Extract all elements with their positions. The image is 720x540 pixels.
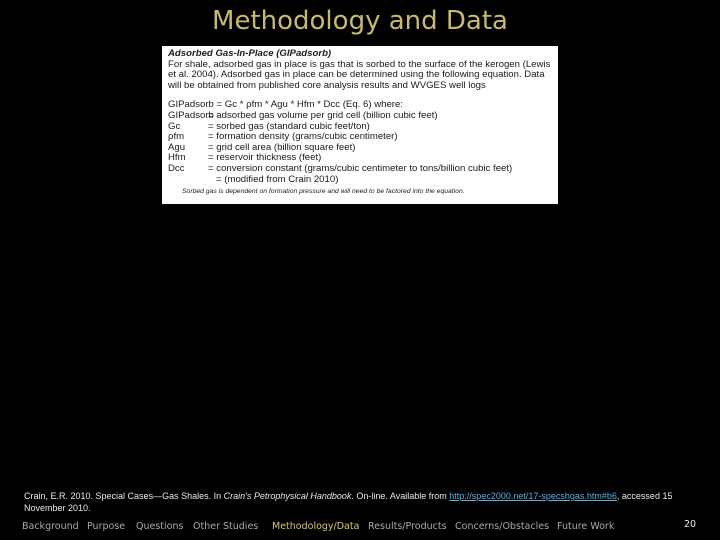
variable-symbol: Dcc [168, 162, 185, 174]
variable-symbol: Agu [168, 141, 186, 153]
variable-symbol: GIPadsorb [168, 109, 214, 121]
excerpt-paragraph [168, 60, 552, 92]
page-number: 20 [684, 519, 697, 530]
variable-definition: = grid cell area (billion square feet) [208, 143, 552, 154]
reference-link[interactable]: http://spec2000.net/17-specshgas.htm#b6 [449, 491, 617, 501]
document-excerpt-image [162, 46, 558, 204]
nav-methodology-data[interactable]: Methodology/Data [272, 521, 360, 532]
excerpt-note: Sorbed gas is dependent on formation pressure and will need to be factored into the equation. [182, 188, 465, 196]
variable-definition: = conversion constant (grams/cubic centimeter to tons/billion cubic feet) [208, 164, 552, 175]
variable-symbol [168, 175, 208, 186]
reference-book-title: Crain's Petrophysical Handbook [223, 491, 352, 501]
slide-title: Methodology and Data [212, 6, 508, 36]
variable-definition: = formation density (grams/cubic centimeter) [208, 132, 552, 143]
excerpt-paragraph-line: et al. 2004). Adsorbed gas in place can be determined using the following equation. Data [168, 69, 545, 81]
variable-row [168, 164, 552, 175]
nav-background[interactable]: Background [22, 521, 79, 532]
reference-suffix: , accessed 15 November 2010. [24, 491, 673, 513]
variable-row [168, 111, 552, 122]
variable-symbol: ρfm [168, 131, 185, 143]
nav-purpose[interactable]: Purpose [87, 521, 126, 532]
excerpt-heading: Adsorbed Gas-In-Place (GIPadsorb) [168, 48, 332, 59]
reference-middle: . On-line. Available from [351, 491, 450, 501]
nav-other-studies[interactable]: Other Studies [193, 521, 259, 532]
variable-row-source [168, 175, 552, 186]
variable-list [168, 111, 552, 185]
excerpt-paragraph-line: will be obtained from published core analysis results and WVGES well logs [168, 79, 486, 91]
reference-citation [24, 490, 704, 514]
variable-symbol: Gc [168, 120, 181, 132]
nav-results-products[interactable]: Results/Products [368, 521, 447, 532]
nav-concerns-obstacles[interactable]: Concerns/Obstacles [455, 521, 550, 532]
reference-prefix: Crain, E.R. 2010. Special Cases—Gas Shales. In [24, 491, 224, 501]
variable-definition: = reservoir thickness (feet) [208, 153, 552, 164]
nav-future-work[interactable]: Future Work [557, 521, 615, 532]
variable-definition: = adsorbed gas volume per grid cell (billion cubic feet) [208, 111, 552, 122]
excerpt-paragraph-line: For shale, adsorbed gas in place is gas that is sorbed to the surface of the kerogen (Lewis [168, 58, 551, 70]
variable-symbol: Hfm [168, 152, 186, 164]
excerpt-equation: GIPadsorb = Gc * ρfm * Agu * Hfm * Dcc (Eq. 6) where: [168, 99, 403, 111]
variable-definition: = sorbed gas (standard cubic feet/ton) [208, 122, 552, 133]
nav-questions[interactable]: Questions [136, 521, 184, 532]
source-citation: = (modified from Crain 2010) [208, 175, 552, 186]
